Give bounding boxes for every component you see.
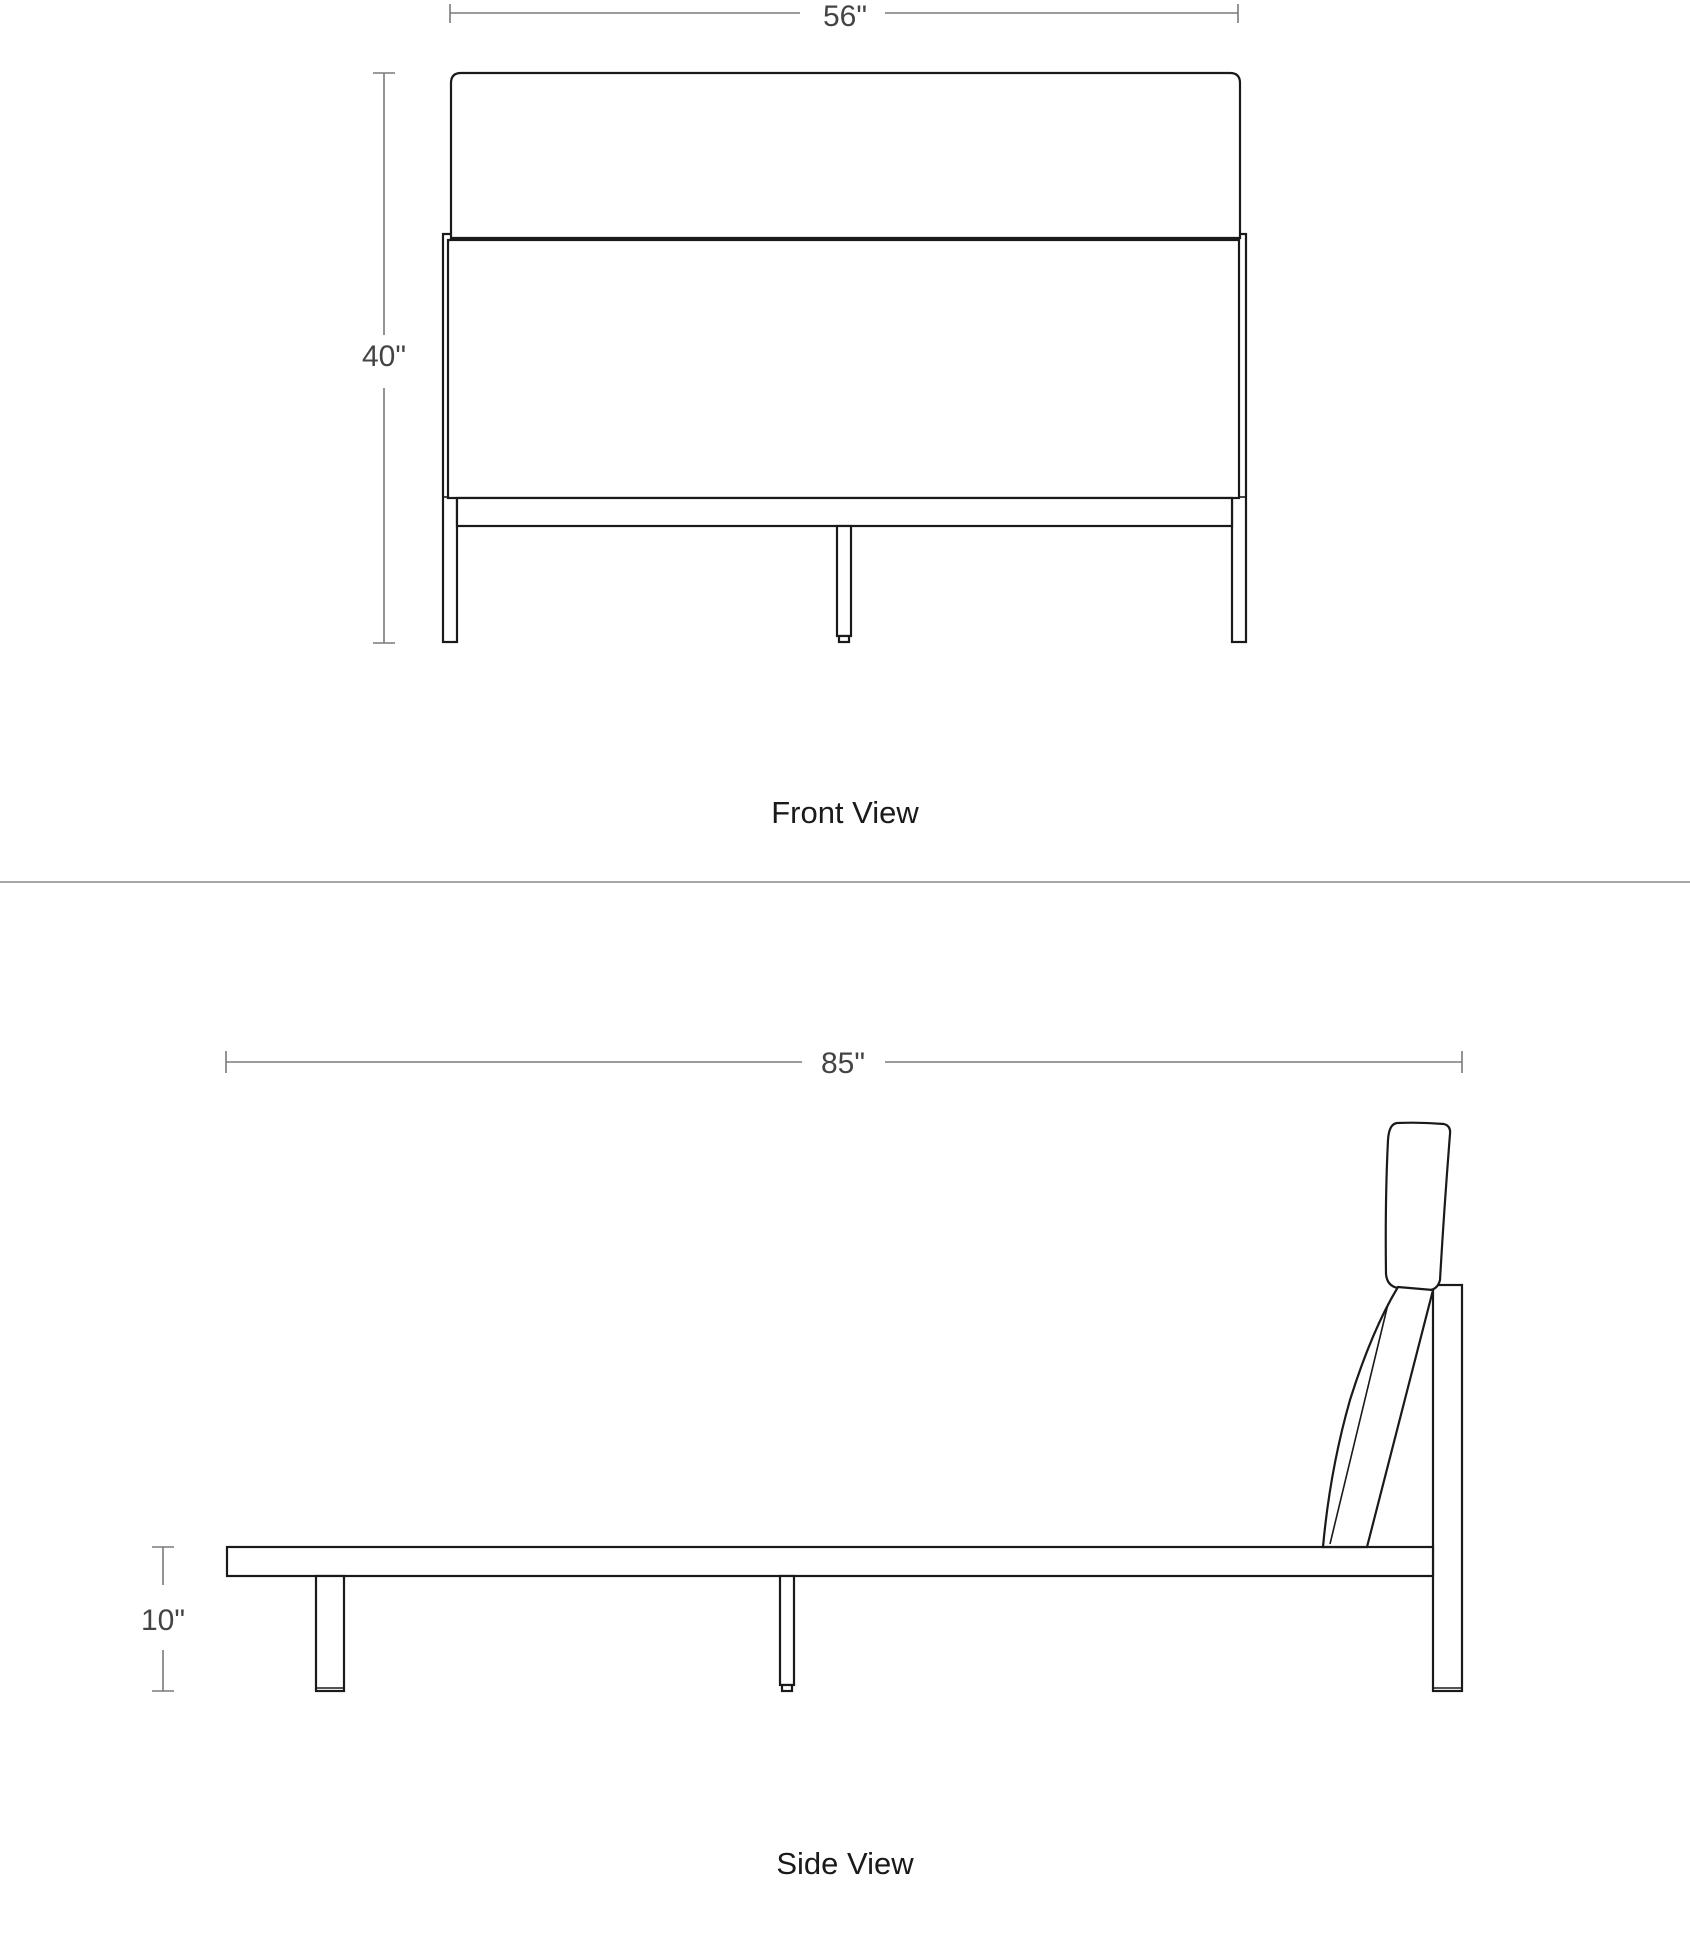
side-center-leg bbox=[780, 1576, 794, 1685]
front-headboard-panel bbox=[448, 240, 1239, 498]
front-bed-frame bbox=[443, 73, 1246, 642]
side-headboard-cushion bbox=[1386, 1123, 1450, 1291]
side-length-label: 85" bbox=[820, 1047, 866, 1080]
side-bed-frame bbox=[227, 1123, 1462, 1691]
front-width-label: 56" bbox=[822, 0, 868, 33]
front-center-leg bbox=[837, 526, 851, 636]
side-length-dimension bbox=[226, 1047, 1462, 1080]
front-height-label: 40" bbox=[361, 340, 407, 373]
front-width-dimension bbox=[450, 0, 1238, 33]
side-height-label: 10" bbox=[140, 1604, 186, 1637]
front-side-rail bbox=[457, 498, 1232, 526]
side-headboard-post bbox=[1433, 1285, 1462, 1691]
side-rail bbox=[227, 1547, 1433, 1576]
front-headboard-cushion bbox=[451, 73, 1240, 238]
side-foot-leg bbox=[316, 1576, 344, 1691]
front-height-dimension bbox=[362, 73, 406, 643]
front-center-leg-foot bbox=[839, 636, 849, 642]
side-view-caption: Side View bbox=[776, 1846, 914, 1881]
front-view-caption: Front View bbox=[771, 795, 919, 830]
side-view bbox=[141, 1047, 1462, 1881]
side-center-leg-foot bbox=[782, 1685, 792, 1691]
side-height-dimension bbox=[141, 1547, 185, 1691]
front-view bbox=[362, 0, 1246, 830]
